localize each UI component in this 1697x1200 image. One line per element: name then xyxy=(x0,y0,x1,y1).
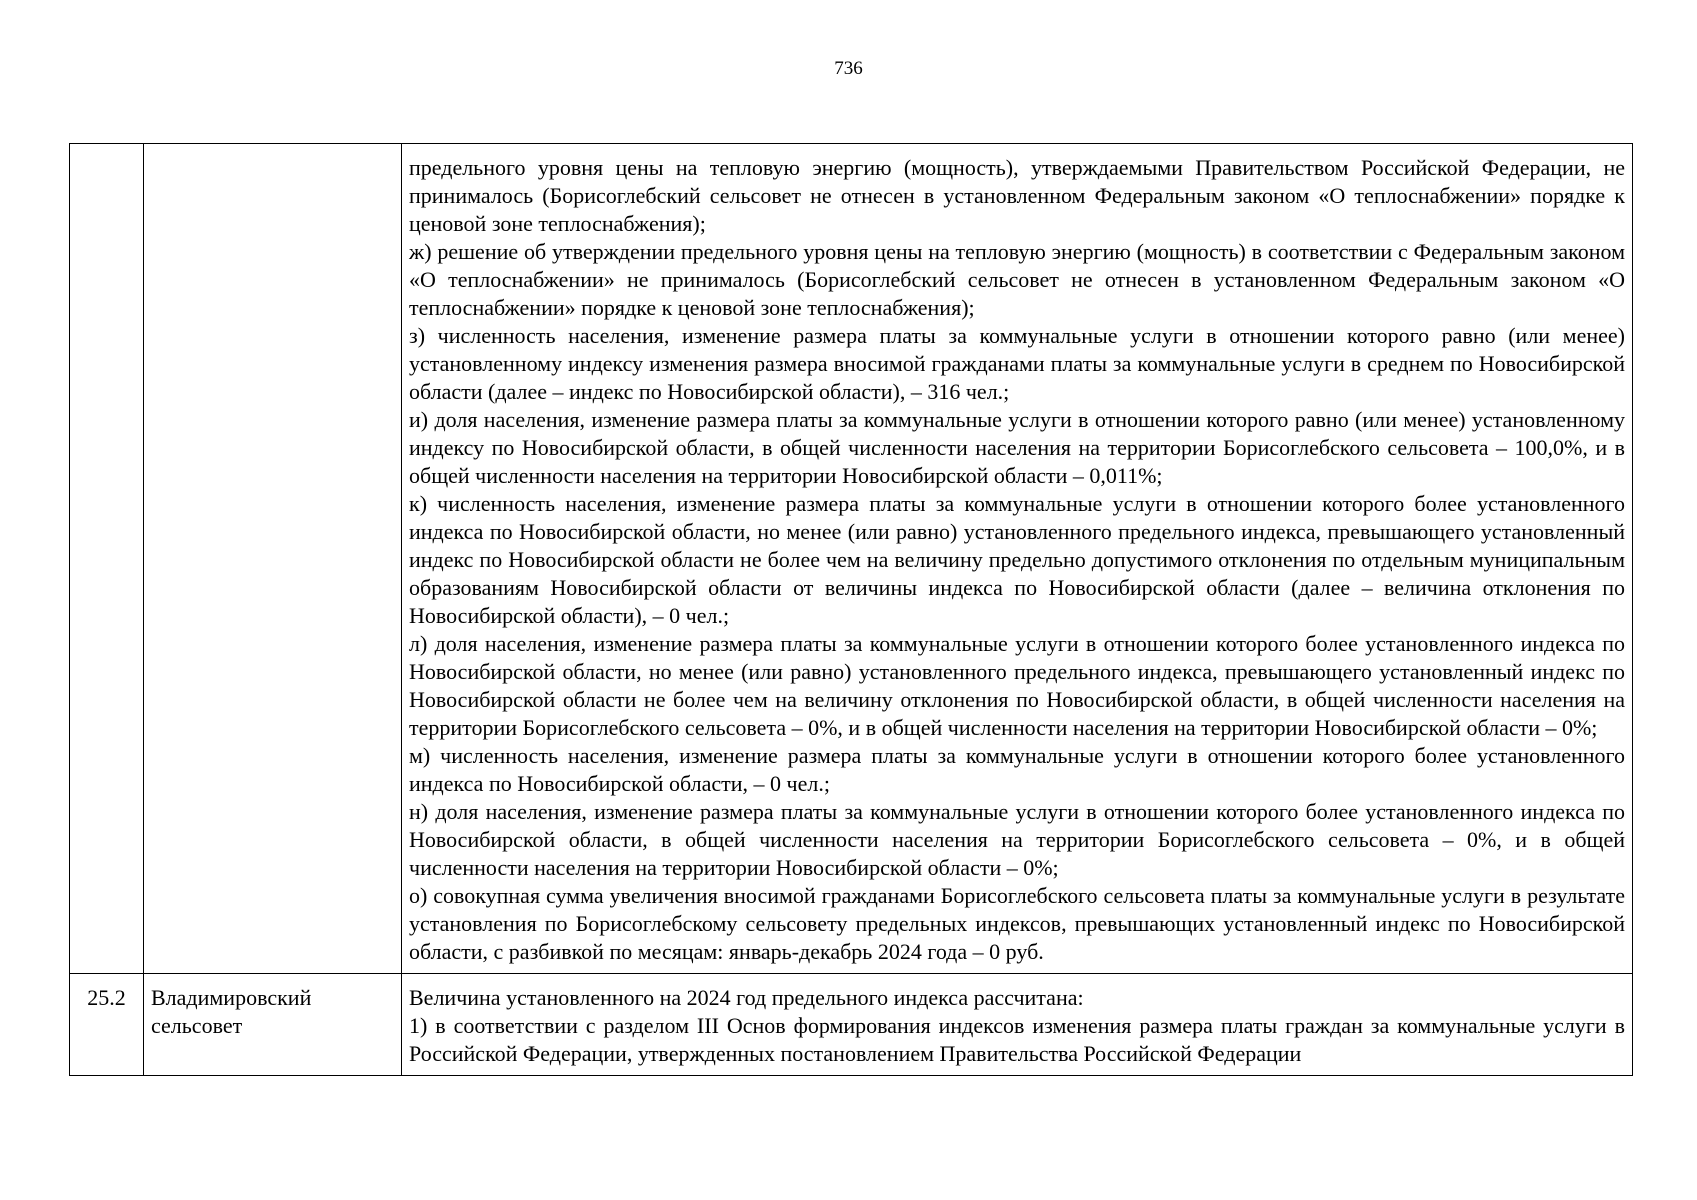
paragraph-m: м) численность населения, изменение размера платы за коммунальные услуги в отношении которого более установленного индекса по Новосибирской области, – 0 чел.; xyxy=(409,743,1625,796)
paragraph: предельного уровня цены на тепловую энергию (мощность), утверждаемыми Правительством Российской Федерации, не принималось (Борисоглебский сельсовет не отнесен в установленном Федеральным законом «О теплоснабжении» порядке к ценовой зоне теплоснабжения); xyxy=(409,155,1625,236)
paragraph-1: 1) в соответствии с разделом III Основ формирования индексов изменения размера платы граждан за коммунальные услуги в Российской Федерации, утвержденных постановлением Правительства Российской Федерации xyxy=(409,1013,1625,1066)
paragraph-zh: ж) решение об утверждении предельного уровня цены на тепловую энергию (мощность) в соответствии с Федеральным законом «О теплоснабжении» не принималось (Борисоглебский сельсовет не отнесен в установленном Федеральным законом «О теплоснабжении» порядке к ценовой зоне теплоснабжения); xyxy=(409,239,1625,320)
paragraph-intro: Величина установленного на 2024 год предельного индекса рассчитана: xyxy=(409,985,1084,1010)
paragraph-k: к) численность населения, изменение размера платы за коммунальные услуги в отношении которого более установленного индекса по Новосибирской области, но менее (или равно) установленного предельного индекса, превышающего установленный индекс по Новосибирской области не более чем на величину предельно допустимого отклонения по отдельным муниципальным образованиям Новосибирской области от величины индекса по Новосибирской области (далее – величина отклонения по Новосибирской области), – 0 чел.; xyxy=(409,491,1625,628)
document-table xyxy=(69,143,1633,1076)
row-number-cell: 25.2 xyxy=(70,974,144,1076)
row-number-cell xyxy=(70,144,144,974)
table-row xyxy=(70,974,1633,1076)
paragraph-i: и) доля населения, изменение размера платы за коммунальные услуги в отношении которого равно (или менее) установленному индексу по Новосибирской области, в общей численности населения на территории Борисоглебского сельсовета – 100,0%, и в общей численности населения на территории Новосибирской области – 0,011%; xyxy=(409,407,1625,488)
description-cell xyxy=(402,144,1633,974)
description-cell xyxy=(402,974,1633,1076)
paragraph-z: з) численность населения, изменение размера платы за коммунальные услуги в отношении которого равно (или менее) установленному индексу изменения размера вносимой гражданами платы за коммунальные услуги в среднем по Новосибирской области (далее – индекс по Новосибирской области), – 316 чел.; xyxy=(409,323,1625,404)
paragraph-n: н) доля населения, изменение размера платы за коммунальные услуги в отношении которого более установленного индекса по Новосибирской области, в общей численности населения на территории Борисоглебского сельсовета – 0%, и в общей численности населения на территории Новосибирской области – 0%; xyxy=(409,799,1625,880)
paragraph-l: л) доля населения, изменение размера платы за коммунальные услуги в отношении которого более установленного индекса по Новосибирской области, но менее (или равно) установленного предельного индекса, превышающего установленный индекс по Новосибирской области не более чем на величину отклонения по Новосибирской области, в общей численности населения на территории Борисоглебского сельсовета – 0%, и в общей численности населения на территории Новосибирской области – 0%; xyxy=(409,631,1625,740)
municipality-name-cell xyxy=(144,144,402,974)
page-number: 736 xyxy=(834,58,863,79)
municipality-name-cell: Владимировский сельсовет xyxy=(144,974,402,1076)
paragraph-o: о) совокупная сумма увеличения вносимой гражданами Борисоглебского сельсовета платы за коммунальные услуги в результате установления по Борисоглебскому сельсовету предельных индексов, превышающих установленный индекс по Новосибирской области, с разбивкой по месяцам: январь-декабрь 2024 года – 0 руб. xyxy=(409,883,1625,964)
table-row xyxy=(70,144,1633,974)
